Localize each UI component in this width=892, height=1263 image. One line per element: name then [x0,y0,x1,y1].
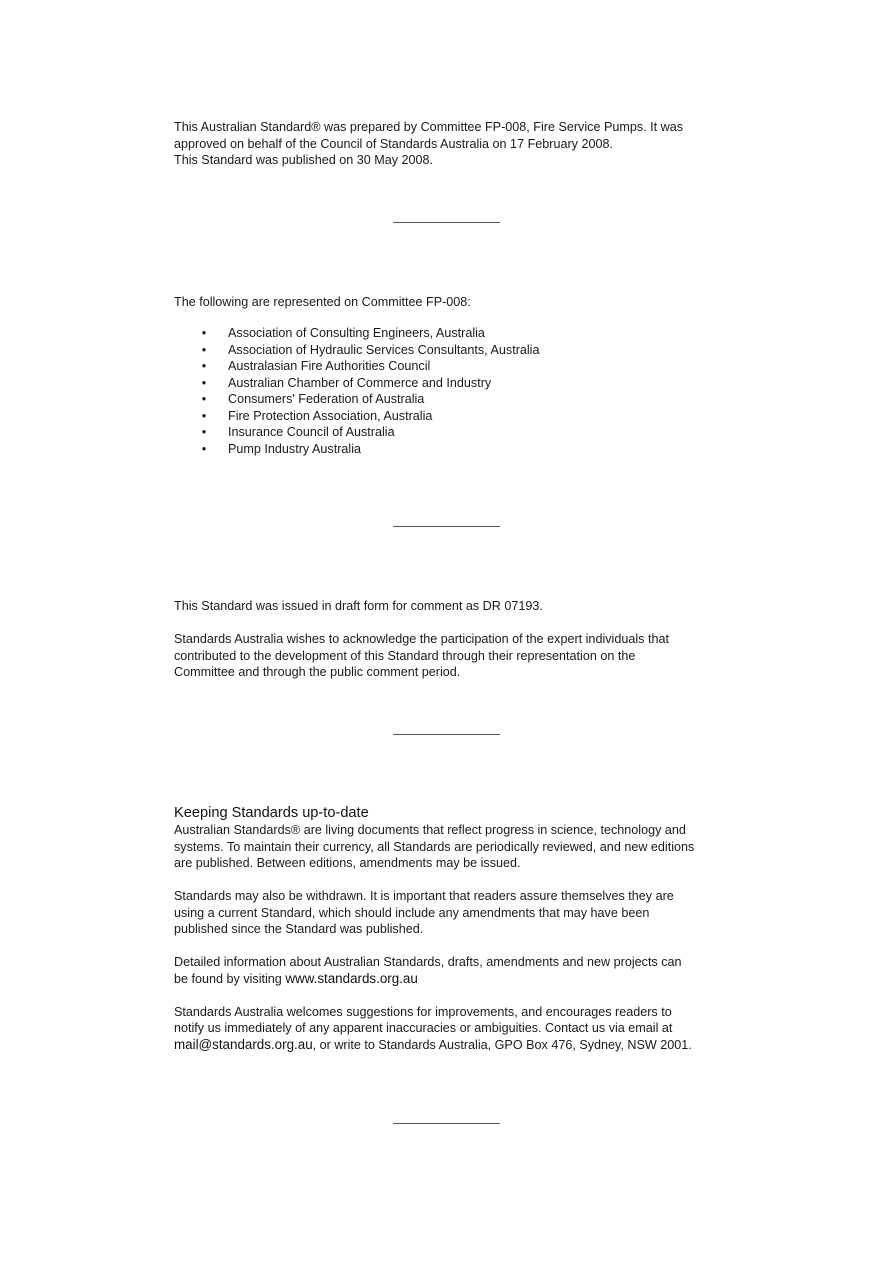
section-heading: Keeping Standards up-to-date [174,805,369,821]
preparation-line-2: approved on behalf of the Council of Standards Australia on 17 February 2008. [174,136,613,151]
draft-issued-line: This Standard was issued in draft form for comment as DR 07193. [174,599,543,613]
acknowledgement-line-3: Committee and through the public comment period. [174,665,461,679]
keeping-p3-prefix: be found by visiting [174,971,286,986]
acknowledgement-line-2: contributed to the development of this Standard through their representation on the [174,648,636,663]
member-name: Fire Protection Association, Australia [228,408,433,423]
member-name: Association of Consulting Engineers, Australia [228,326,485,340]
publication-date-line: This Standard was published on 30 May 2008. [174,153,434,167]
bullet-icon: • [201,408,207,423]
list-item [200,375,700,392]
preparation-section [174,119,734,169]
acknowledgement-line-1: Standards Australia wishes to acknowledge the participation of the expert individuals that [174,632,669,646]
section-divider-3 [393,734,500,735]
keeping-p2-line-2: using a current Standard, which should include any amendments that may have been [174,905,650,920]
committee-member-list [200,325,700,457]
bullet-icon: • [201,392,207,406]
list-item [200,358,700,375]
member-name: Association of Hydraulic Services Consultants, Australia [228,342,540,357]
section-divider-4 [393,1123,500,1124]
keeping-p4-suffix: , or write to Standards Australia, GPO Box 476, Sydney, NSW 2001. [312,1037,692,1052]
member-name: Insurance Council of Australia [228,425,395,439]
committee-intro: The following are represented on Committee FP-008: [174,295,471,309]
contact-email-link[interactable]: mail@standards.org.au [174,1036,313,1052]
keeping-p4-line-1: Standards Australia welcomes suggestions for improvements, and encourages readers to [174,1004,672,1019]
keeping-up-to-date-section [174,805,734,1053]
keeping-p2-line-1: Standards may also be withdrawn. It is important that readers assure themselves they are [174,889,674,903]
keeping-p1-line-1: Australian Standards® are living documents that reflect progress in science, technology and [174,823,686,837]
list-item [200,325,700,342]
list-item [200,424,700,441]
keeping-p4-line-2: notify us immediately of any apparent inaccuracies or ambiguities. Contact us via email at [174,1021,673,1035]
standards-website-link[interactable]: www.standards.org.au [285,970,418,986]
preparation-line-1: This Australian Standard® was prepared by Committee FP-008, Fire Service Pumps. It was [174,120,684,134]
keeping-p3-line-2 [174,971,734,988]
member-name: Australasian Fire Authorities Council [228,359,431,373]
bullet-icon: • [201,425,207,439]
keeping-p4-line-3 [174,1037,734,1054]
list-item [200,342,700,359]
keeping-p1-line-2: systems. To maintain their currency, all Standards are periodically reviewed, and new editions [174,839,695,854]
bullet-icon: • [201,359,207,373]
keeping-p1-line-3: are published. Between editions, amendments may be issued. [174,856,521,870]
member-name: Pump Industry Australia [228,441,361,456]
keeping-p3-line-1: Detailed information about Australian Standards, drafts, amendments and new projects can [174,955,682,969]
bullet-icon: • [201,441,207,456]
bullet-icon: • [201,342,207,357]
list-item [200,391,700,408]
bullet-icon: • [201,326,207,340]
bullet-icon: • [201,375,207,390]
list-item [200,441,700,458]
member-name: Consumers' Federation of Australia [228,392,425,406]
committee-intro-section [174,294,734,311]
draft-section [174,598,734,681]
list-item [200,408,700,425]
section-divider-1 [393,222,500,223]
member-name: Australian Chamber of Commerce and Industry [228,375,492,390]
section-divider-2 [393,526,500,527]
keeping-p2-line-3: published since the Standard was published. [174,922,424,936]
